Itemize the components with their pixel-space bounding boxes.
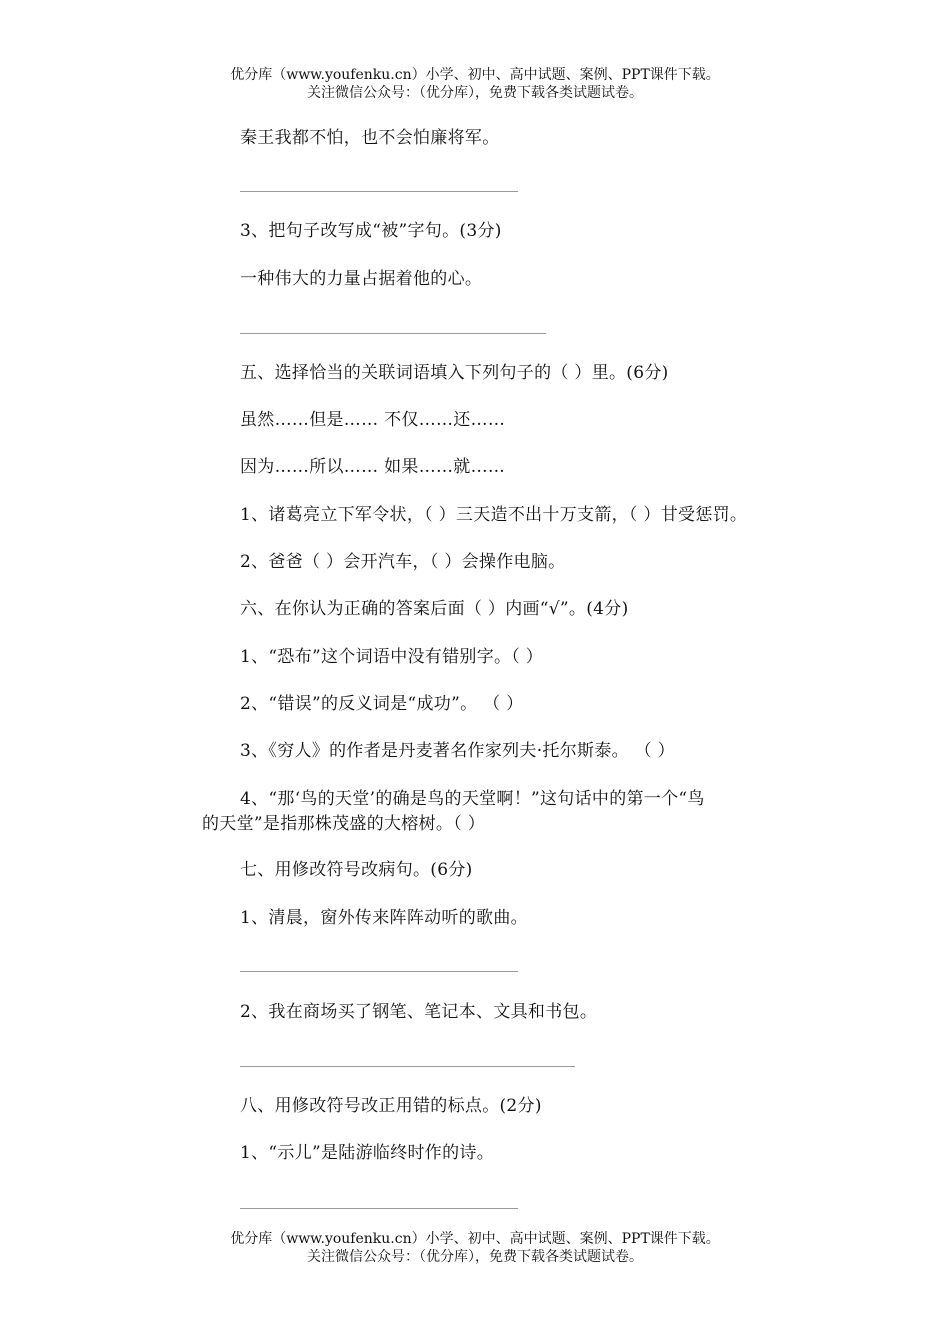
answer-line <box>240 971 518 972</box>
s5-q2: 2、爸爸（ ）会开汽车，（ ）会操作电脑。 <box>240 552 566 572</box>
s6-q3: 3、《穷人》的作者是丹麦著名作家列夫·托尔斯泰。 （ ） <box>240 741 675 761</box>
page-header <box>0 66 950 102</box>
answer-line <box>240 1208 518 1209</box>
s8-title: 八、用修改符号改正用错的标点。(2分) <box>240 1096 542 1116</box>
s5-title: 五、选择恰当的关联词语填入下列句子的（ ）里。(6分) <box>240 363 669 383</box>
s6-q4-line-1: 4、“那‘鸟的天堂’的确是鸟的天堂啊！”这句话中的第一个“鸟 <box>240 789 705 809</box>
answer-line <box>240 333 546 334</box>
s7-title: 七、用修改符号改病句。(6分) <box>240 860 473 880</box>
s6-q1: 1、“恐布”这个词语中没有错别字。（ ） <box>240 647 544 667</box>
s4-q2-sentence: 秦王我都不怕，也不会怕廉将军。 <box>240 128 500 148</box>
s4-q3-sentence: 一种伟大的力量占据着他的心。 <box>240 269 483 289</box>
s6-q4-line-2: 的天堂”是指那株茂盛的大榕树。（ ） <box>202 814 485 834</box>
s5-options-row-2: 因为……所以…… 如果……就…… <box>240 457 506 477</box>
answer-line <box>240 1066 575 1067</box>
header-line-1: 优分库（www.youfenku.cn）小学、初中、高中试题、案例、PPT课件下载。 <box>230 67 720 83</box>
s7-q2: 2、我在商场买了钢笔、笔记本、文具和书包。 <box>240 1002 598 1022</box>
s6-q2: 2、“错误”的反义词是“成功”。 （ ） <box>240 694 524 714</box>
answer-line <box>240 191 518 192</box>
header-line-2: 关注微信公众号：（优分库），免费下载各类试题试卷。 <box>307 85 643 101</box>
s4-q3-title: 3、把句子改写成“被”字句。(3分) <box>240 221 502 241</box>
s6-title: 六、在你认为正确的答案后面（ ）内画“√”。(4分) <box>240 599 629 619</box>
s7-q1: 1、清晨，窗外传来阵阵动听的歌曲。 <box>240 908 528 928</box>
s8-q1: 1、“示儿”是陆游临终时作的诗。 <box>240 1143 494 1163</box>
s5-options-row-1: 虽然……但是…… 不仅……还…… <box>240 410 506 430</box>
page-footer <box>0 1230 950 1266</box>
footer-line-2: 关注微信公众号：（优分库），免费下载各类试题试卷。 <box>307 1249 643 1265</box>
s5-q1: 1、诸葛亮立下军令状，（ ）三天造不出十万支箭，（ ）甘受惩罚。 <box>240 505 748 525</box>
footer-line-1: 优分库（www.youfenku.cn）小学、初中、高中试题、案例、PPT课件下载。 <box>230 1231 720 1247</box>
